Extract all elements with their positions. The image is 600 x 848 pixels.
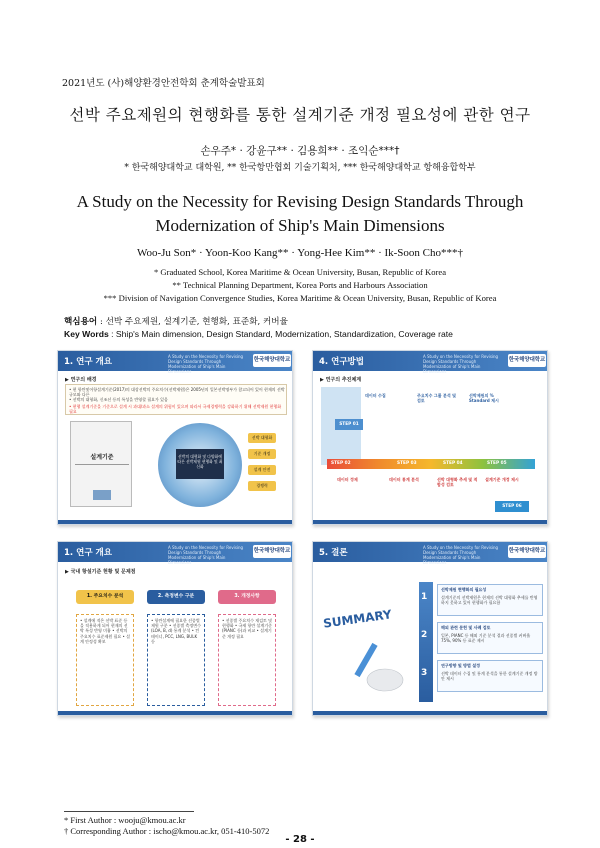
step-label-05: STEP 05: [487, 461, 507, 466]
slide-header: [313, 351, 548, 374]
design-standard-document-image: [70, 421, 132, 507]
column-content-2: • 항만설계에 필요한 선종별 제원 구분 • 선종별 측정변수(LOA, B, d) 통계 분석 • 컨테이너, PCC, LNG, BULK 등: [147, 614, 205, 706]
column-content-3: • 선종별 주요치수 재검토 및 현행화 • 국제 항만 설계기준(PIANC 등)과 비교 • 설계기준 개정 필요: [218, 614, 276, 706]
english-keywords-label: Key Words: [64, 329, 109, 339]
slide-section-heading: ▶ 국내 항설기준 현황 및 문제점: [65, 569, 136, 575]
korean-keywords-value: : 선박 주요제원, 설계기준, 현행화, 표준화, 커버율: [99, 317, 288, 327]
column-content-1: • 설계에 적은 선박 표준 등을 적용하게 되어 현재의 선박 특성 반영 미흡 • 선박의 주요치수 표준제원 필요 • 설계 안정성 확보: [76, 614, 134, 706]
step-label-04: STEP 04: [443, 461, 463, 466]
korean-affiliations: * 한국해양대학교 대학원, ** 한국항만협회 기술기획처, *** 한국해양대학교 항해융합학부: [124, 163, 476, 173]
slide-header: [58, 351, 293, 374]
background-bullet-2: • 선박의 대형화, 신조선 등의 특성을 반영할 필요가 있음: [69, 397, 168, 402]
slide-title: 4. 연구방법: [319, 357, 364, 367]
slide-section-heading: ▶ 연구의 배경: [65, 377, 97, 383]
step-heading-data-cleaning: 데이터 정제: [337, 477, 358, 482]
university-logo: 한국해양대학교: [508, 354, 546, 367]
hand-shape: [367, 669, 403, 691]
slide-research-overview-1: [57, 350, 293, 525]
conference-header: 2021년도 (사)해양환경안전학회 춘계학술발표회: [62, 78, 265, 89]
slide-subtitle: A Study on the Necessity for Revising Design Standards Through Modernization of Ship's Main Dimensions: [423, 545, 499, 565]
slide-title: 1. 연구 개요: [64, 357, 112, 367]
slide-header: [58, 542, 293, 565]
step-heading-group-analysis: 주요치수 그룹 분석 및 검토: [417, 393, 456, 404]
conclusion-item-1: [437, 584, 543, 616]
slide-header: [313, 542, 548, 565]
slide-title: 1. 연구 개요: [64, 548, 112, 558]
column-tab-3: 3. 개정사항: [218, 590, 276, 604]
english-affiliation-2: ** Technical Planning Department, Korea Ports and Harbours Association: [172, 280, 428, 290]
english-title-line2: Modernization of Ship's Main Dimensions: [155, 216, 445, 235]
background-bullet-1: • 현 항만및어항설계기준(2017)의 대상선박의 주요치수(선박제원)은 2005년의 일본선박명부가 참고되어 있어 현재의 선박 규모와 다른: [69, 387, 285, 398]
conclusion-item-2-title: 해외 관련 문헌 및 사례 검토: [441, 625, 491, 630]
footnote-rule: [64, 811, 194, 812]
footnote-first-author: * First Author : wooju@kmou.ac.kr: [64, 815, 186, 825]
english-title: [0, 190, 600, 238]
document-emblem: [93, 490, 111, 500]
summary-word: SUMMARY: [322, 607, 393, 631]
side-box-3: 설계 안전: [248, 465, 276, 475]
english-affiliation-1: * Graduated School, Korea Maritime & Ocean University, Busan, Republic of Korea: [153, 267, 447, 277]
footnote-corresponding-author: † Corresponding Author : ischo@kmou.ac.kr, 051-410-5072: [64, 826, 270, 836]
conclusion-item-3-text: 선박 데이터 수집 및 통계 분석을 통한 설계기준 개정 방안 제시: [441, 671, 538, 682]
number-3: 3: [421, 668, 428, 678]
column-tab-1: 1. 주요치수 분석: [76, 590, 134, 604]
background-text-box: [65, 384, 287, 415]
english-keywords-value: : Ship's Main dimension, Design Standard, Modernization, Standardization, Coverage rate: [111, 329, 453, 339]
korean-authors: 손우주* · 강윤구** · 김용희** · 조익순***†: [200, 145, 400, 157]
conclusion-item-2: [437, 622, 543, 654]
english-title-line1: A Study on the Necessity for Revising Design Standards Through: [76, 192, 524, 211]
slide-footer-bar: [313, 520, 548, 524]
step-heading-data-collection: 데이터 수집: [365, 393, 386, 398]
side-box-2: 기준 개정: [248, 449, 276, 459]
modernization-circle-diagram: [158, 423, 242, 507]
university-logo: 한국해양대학교: [253, 354, 291, 367]
page-number: - 28 -: [285, 834, 315, 845]
slide-subtitle: A Study on the Necessity for Revising Design Standards Through Modernization of Ship's Main Dimensions: [423, 354, 499, 374]
conclusion-item-3-title: 연구방향 및 방법 설정: [441, 663, 480, 668]
side-box-1: 선박 대형화: [248, 433, 276, 443]
side-box-4: 경쟁력: [248, 481, 276, 491]
slide-footer-bar: [58, 520, 293, 524]
slide-section-heading: ▶ 연구의 추진체계: [320, 377, 362, 383]
document-rule: [75, 464, 129, 465]
background-bullet-3: • 현행 설계기준을 기준으로 설계 시 과대/과소 설계의 위험이 있으며 따라서 국제경쟁력을 강화하기 위해 선박제원 현행화 필요: [69, 404, 282, 415]
number-1: 1: [421, 592, 428, 602]
modernization-center-label: 선박의 대형화 및 다양화에 따른 선박제원 현행화 및 최신화: [176, 449, 224, 479]
korean-keywords: [64, 315, 288, 327]
step-heading-standard: 선박제원의 % Standard 제시: [469, 393, 499, 404]
slide-conclusion: [312, 541, 548, 716]
step-heading-revision: 설계기준 개정 제시: [485, 477, 519, 482]
university-logo: 한국해양대학교: [508, 545, 546, 558]
english-keywords: [64, 329, 453, 339]
slide-subtitle: A Study on the Necessity for Revising Design Standards Through Modernization of Ship's Main Dimensions: [168, 545, 244, 565]
slide-research-overview-2: [57, 541, 293, 716]
conclusion-item-2-text: 일본, PIANC 등 해외 기준 분석 결과 선종별 커버율 75%, 90% 등 표준 제시: [441, 633, 531, 644]
step-label-03: STEP 03: [397, 461, 417, 466]
conclusion-item-3: [437, 660, 543, 692]
slide-title: 5. 결론: [319, 548, 348, 558]
step-label-02: STEP 02: [331, 461, 351, 466]
university-logo: 한국해양대학교: [253, 545, 291, 558]
column-tab-2: 2. 측정변수 구분: [147, 590, 205, 604]
english-affiliation-3: *** Division of Navigation Convergence Studies, Korea Maritime & Ocean University, Busan, Republic of Korea: [103, 293, 497, 303]
step-heading-statistics: 데이터 통계 분석: [389, 477, 419, 482]
english-authors: Woo-Ju Son* · Yoon-Koo Kang** · Yong-Hee Kim** · Ik-Soon Cho***†: [136, 247, 464, 259]
conclusion-item-1-text: 설계기준의 선박제원은 현재의 선박 대형화 추세를 반영하지 못하고 있어 현행화가 필요함: [441, 595, 538, 606]
step-label-06: STEP 06: [495, 501, 529, 512]
number-2: 2: [421, 630, 428, 640]
korean-title: 선박 주요제원의 현행화를 통한 설계기준 개정 필요성에 관한 연구: [69, 106, 531, 124]
step-heading-trend-review: 선박 대형화 추세 및 적합성 검토: [437, 477, 478, 488]
document-title: 설계기준: [90, 454, 114, 461]
step-label-01: STEP 01: [335, 419, 363, 430]
slide-footer-bar: [58, 711, 293, 715]
slide-research-method: [312, 350, 548, 525]
slide-footer-bar: [313, 711, 548, 715]
korean-keywords-label: 핵심용어: [64, 317, 98, 327]
slide-subtitle: A Study on the Necessity for Revising Design Standards Through Modernization of Ship's Main Dimensions: [168, 354, 244, 374]
conclusion-item-1-title: 선박제원 현행화의 필요성: [441, 587, 487, 592]
writing-hand-illustration: [343, 634, 413, 704]
